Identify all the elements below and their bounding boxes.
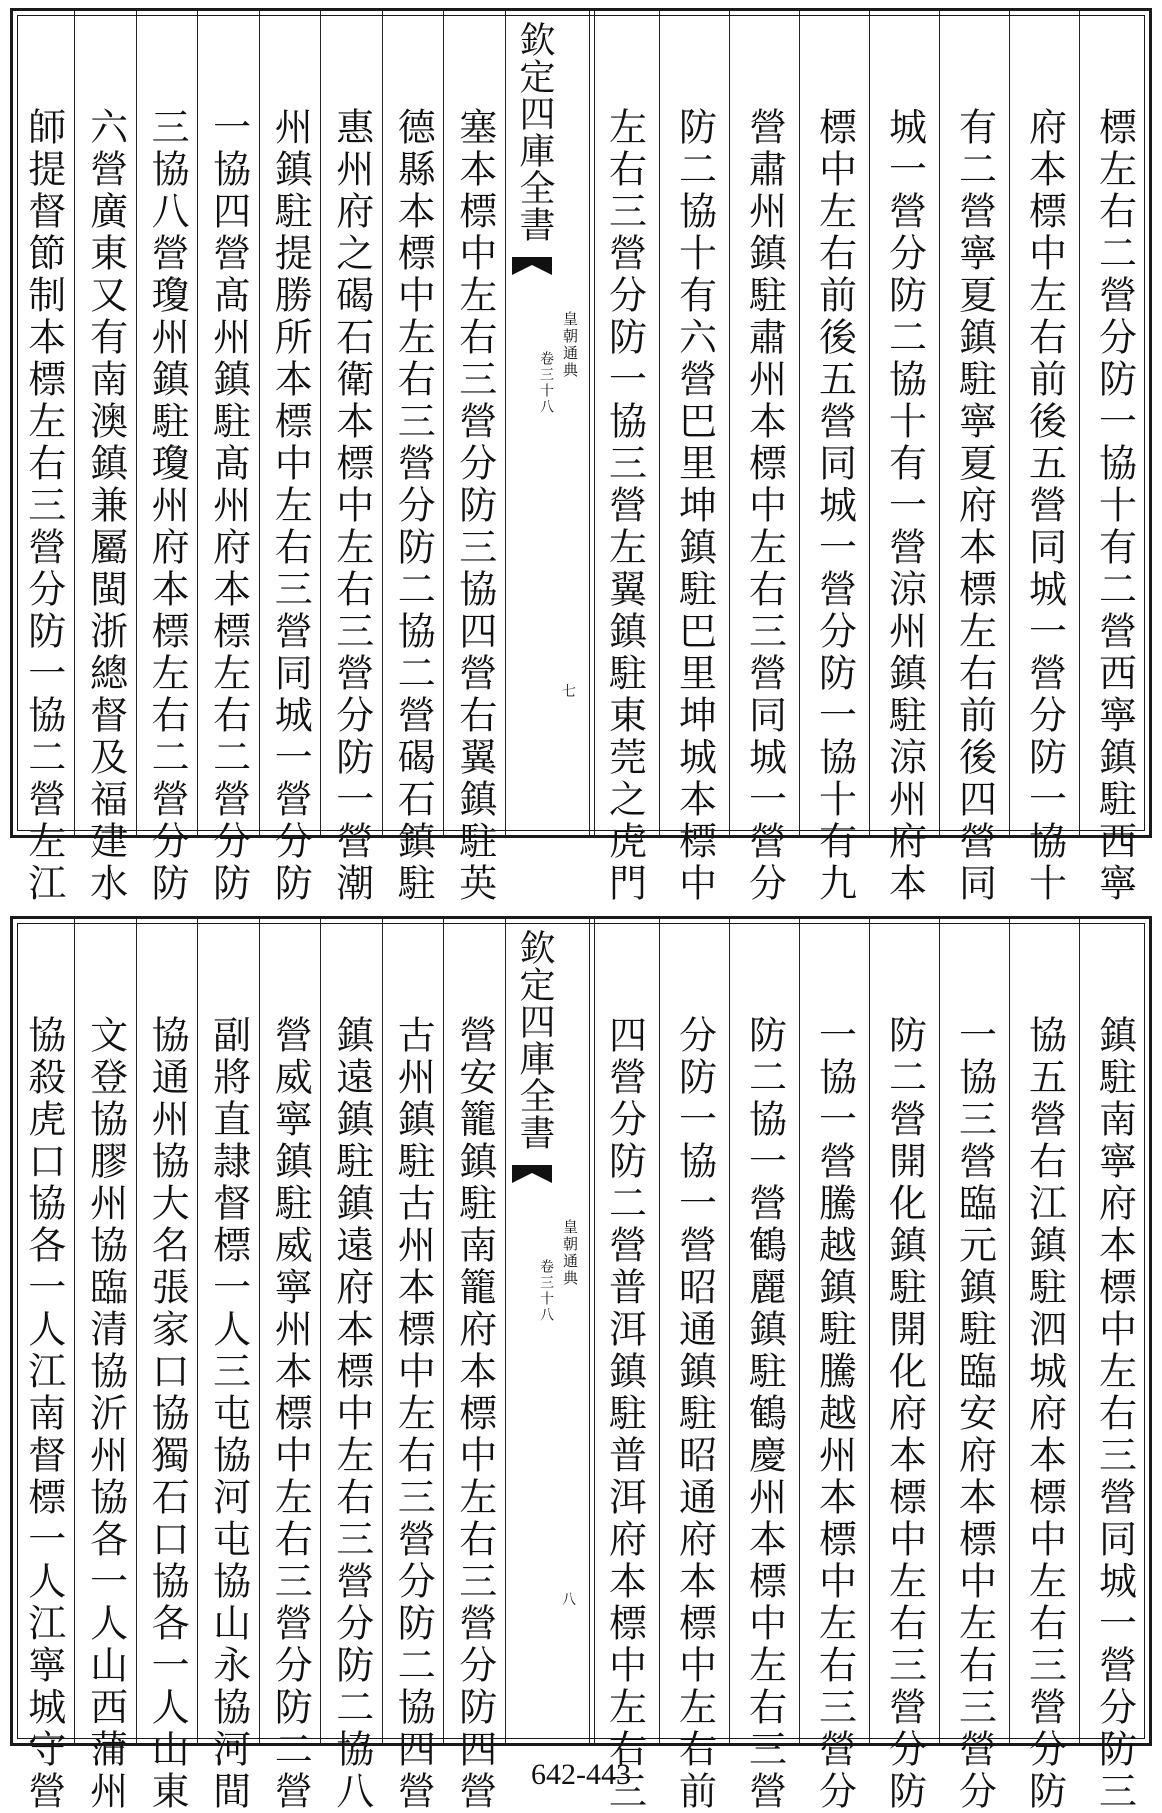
text-column bbox=[382, 11, 444, 905]
column-text: 鎮遠鎮駐鎮遠府本標中左右三營分防二協八 bbox=[329, 1015, 374, 1813]
column-text: 標中左右前後五營同城一營分防一協十有九 bbox=[812, 107, 857, 905]
text-column bbox=[13, 919, 74, 1813]
text-column bbox=[1079, 919, 1149, 1813]
page-footer-number: 642-443 bbox=[531, 1758, 631, 1791]
text-column bbox=[799, 11, 869, 905]
text-column bbox=[659, 11, 729, 905]
column-text: 防二營開化鎮駐開化府本標中左右三營分防 bbox=[882, 1015, 927, 1813]
column-text: 防二協十有六營巴里坤鎮駐巴里坤城本標中 bbox=[672, 107, 717, 905]
left-text-block bbox=[13, 11, 505, 905]
center-spine bbox=[505, 919, 595, 1743]
column-text: 營威寧鎮駐威寧州本標中左右三營分防二營 bbox=[268, 1015, 313, 1813]
spine-title: 欽定四庫全書 bbox=[514, 21, 555, 243]
column-text: 營肅州鎮駐肅州本標中左右三營同城一營分 bbox=[742, 107, 787, 905]
column-text: 德縣本標中左右三營分防二協二營碣石鎮駐 bbox=[391, 107, 436, 905]
column-text: 協殺虎口協各一人江南督標一人江寧城守營 bbox=[21, 1015, 66, 1813]
text-column bbox=[939, 919, 1009, 1813]
spine-volume: 卷三十八 bbox=[538, 351, 554, 415]
text-column bbox=[939, 11, 1009, 905]
fishtail-mark-icon bbox=[512, 1165, 552, 1195]
text-column bbox=[589, 11, 659, 905]
text-column bbox=[197, 11, 259, 905]
column-text: 三協八營瓊州鎮駐瓊州府本標左右二營分防 bbox=[145, 107, 190, 905]
column-text: 惠州府之碣石衛本標中左右三營分防一營潮 bbox=[329, 107, 374, 905]
spine-page-number: 七 bbox=[562, 684, 576, 700]
column-text: 塞本標中左右三營分防三協四營右翼鎮駐英 bbox=[452, 107, 497, 905]
fishtail-mark-icon bbox=[512, 257, 552, 287]
column-text: 分防一協一營昭通鎮駐昭通府本標中左右前 bbox=[672, 1015, 717, 1813]
text-column bbox=[259, 11, 321, 905]
text-column bbox=[1009, 11, 1079, 905]
text-column bbox=[443, 919, 505, 1813]
column-text: 協通州協大名張家口協獨石口協各一人山東 bbox=[145, 1015, 190, 1813]
column-text: 府本標中左右前後五營同城一營分防一協十 bbox=[1022, 107, 1067, 905]
text-column bbox=[729, 919, 799, 1813]
text-column bbox=[589, 919, 659, 1813]
text-column bbox=[320, 919, 382, 1813]
text-column bbox=[136, 11, 198, 905]
spine-title: 欽定四庫全書 bbox=[514, 929, 555, 1151]
spine-book-title: 皇朝通典 bbox=[561, 1219, 579, 1287]
column-text: 古州鎮駐古州本標中左右三營分防二協四營 bbox=[391, 1015, 436, 1813]
column-text: 標左右二營分防一協十有二營西寧鎮駐西寧 bbox=[1092, 107, 1137, 905]
right-text-block bbox=[589, 11, 1149, 905]
column-text: 六營廣東又有南澳鎮兼屬閩浙總督及福建水 bbox=[83, 107, 128, 905]
column-text: 文登協膠州協臨清協沂州協各一人山西蒲州 bbox=[83, 1015, 128, 1813]
text-column bbox=[382, 919, 444, 1813]
column-text: 協五營右江鎮駐泗城府本標中左右三營分防 bbox=[1022, 1015, 1067, 1813]
column-text: 副將直隷督標一人三屯協河屯協山永協河間 bbox=[206, 1015, 251, 1813]
text-column bbox=[1079, 11, 1149, 905]
text-column bbox=[799, 919, 869, 1813]
column-text: 一協三營臨元鎮駐臨安府本標中左右三營分 bbox=[952, 1015, 997, 1813]
text-column bbox=[320, 11, 382, 905]
text-column bbox=[729, 11, 799, 905]
column-text: 鎮駐南寧府本標中左右三營同城一營分防三 bbox=[1092, 1015, 1137, 1813]
column-text: 師提督節制本標左右三營分防一協二營左江 bbox=[21, 107, 66, 905]
column-text: 防二協一營鶴麗鎮駐鶴慶州本標中左右三營 bbox=[742, 1015, 787, 1813]
text-column bbox=[197, 919, 259, 1813]
center-spine bbox=[505, 11, 595, 835]
column-text: 一協四營髙州鎮駐髙州府本標左右二營分防 bbox=[206, 107, 251, 905]
column-text: 有二營寧夏鎮駐寧夏府本標左右前後四營同 bbox=[952, 107, 997, 905]
text-column bbox=[869, 11, 939, 905]
text-column bbox=[443, 11, 505, 905]
text-column bbox=[13, 11, 74, 905]
column-text: 城一營分防二協十有一營涼州鎮駐涼州府本 bbox=[882, 107, 927, 905]
text-column bbox=[74, 919, 136, 1813]
text-column bbox=[869, 919, 939, 1813]
column-text: 一協一營騰越鎮駐騰越州本標中左右三營分 bbox=[812, 1015, 857, 1813]
column-text: 營安籠鎮駐南籠府本標中左右三營分防四營 bbox=[452, 1015, 497, 1813]
text-column bbox=[1009, 919, 1079, 1813]
left-text-block bbox=[13, 919, 505, 1813]
text-column bbox=[136, 919, 198, 1813]
text-column bbox=[74, 11, 136, 905]
spine-book-title: 皇朝通典 bbox=[561, 311, 579, 379]
column-text: 州鎮駐提勝所本標中左右三營同城一營分防 bbox=[268, 107, 313, 905]
text-column bbox=[259, 919, 321, 1813]
book-page-top bbox=[10, 8, 1152, 905]
right-text-block bbox=[589, 919, 1149, 1813]
column-text: 左右三營分防一協三營左翼鎮駐東莞之虎門 bbox=[602, 107, 647, 905]
spine-volume: 卷三十八 bbox=[538, 1259, 554, 1323]
spine-page-number: 八 bbox=[562, 1592, 576, 1608]
text-column bbox=[659, 919, 729, 1813]
column-text: 四營分防二營普洱鎮駐普洱府本標中左右三 bbox=[602, 1015, 647, 1813]
